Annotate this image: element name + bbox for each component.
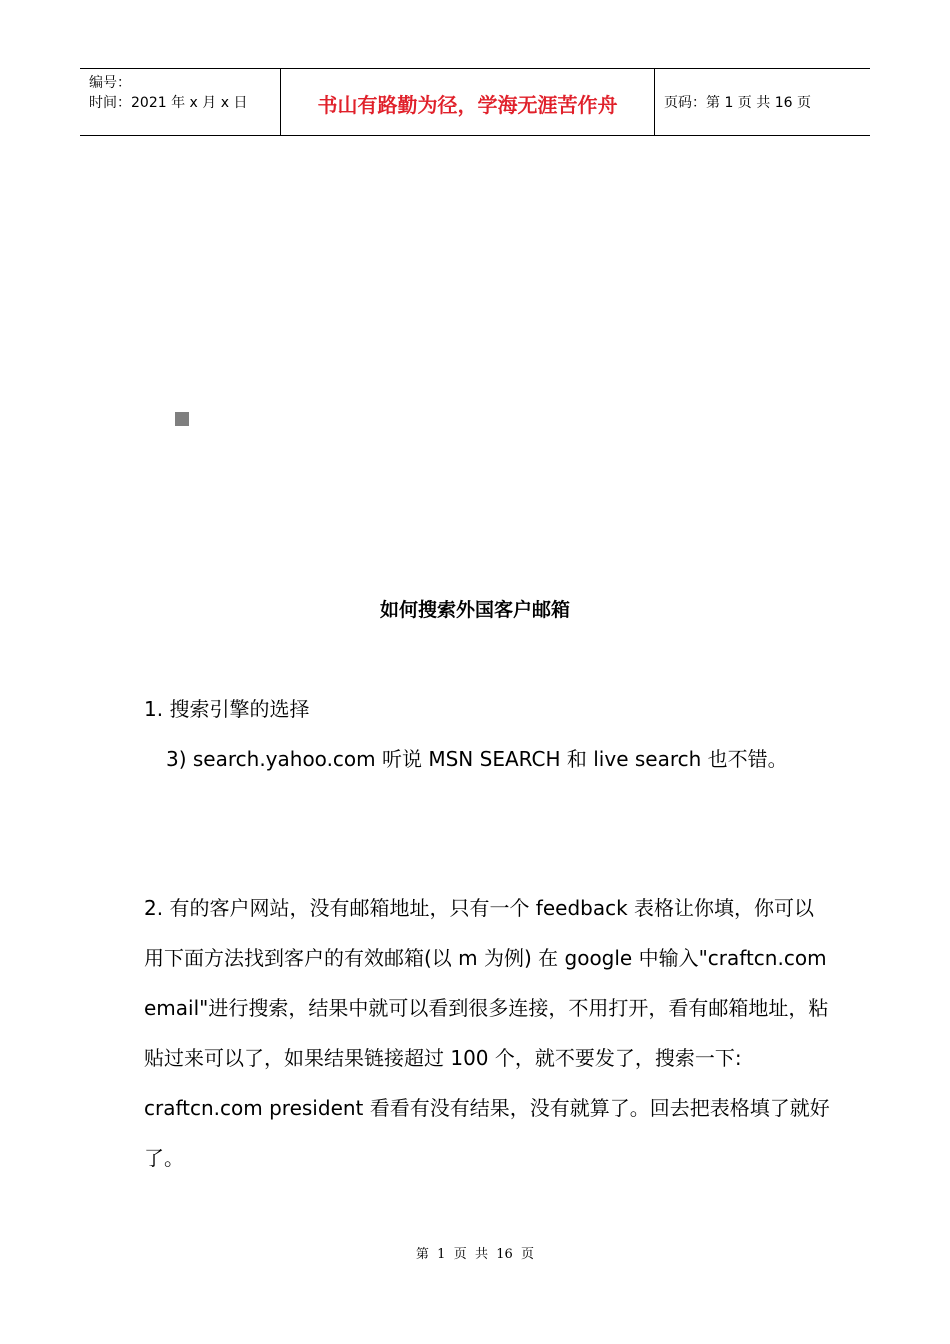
paragraph-feedback-method: 2. 有的客户网站，没有邮箱地址，只有一个 feedback 表格让你填，你可以用下面方法找到客户的有效邮箱(以 m 为例) 在 google 中输入"craftcn.com email"进行搜索，结果中就可以看到很多连接，不用打开，看有邮箱地址，粘贴过来可以了，如果结果链接超过 100 个，就不要发了，搜索一下: craftcn.com president 看看有没有结果，没有就算了。回去把表格填了就好了。 bbox=[144, 896, 830, 1170]
motto-cell bbox=[281, 69, 655, 135]
time-label: 时间：2021 年 x 月 x 日 bbox=[89, 95, 248, 111]
square-bullet-icon bbox=[175, 412, 189, 426]
page-info-cell bbox=[655, 69, 870, 135]
motto-text: 书山有路勤为径，学海无涯苦作舟 bbox=[317, 92, 618, 117]
document-title: 如何搜索外国客户邮箱 bbox=[379, 599, 570, 621]
paragraph-search-engine: 1. 搜索引擎的选择 bbox=[144, 697, 310, 721]
header-meta-cell bbox=[80, 69, 281, 135]
paragraph-yahoo: 3) search.yahoo.com 听说 MSN SEARCH 和 live search 也不错。 bbox=[166, 747, 788, 771]
page-footer: 第 1 页 共 16 页 bbox=[415, 1247, 535, 1262]
page-info-text: 页码：第 1 页 共 16 页 bbox=[664, 95, 811, 111]
number-label: 编号： bbox=[89, 75, 131, 91]
page-header bbox=[80, 68, 870, 136]
